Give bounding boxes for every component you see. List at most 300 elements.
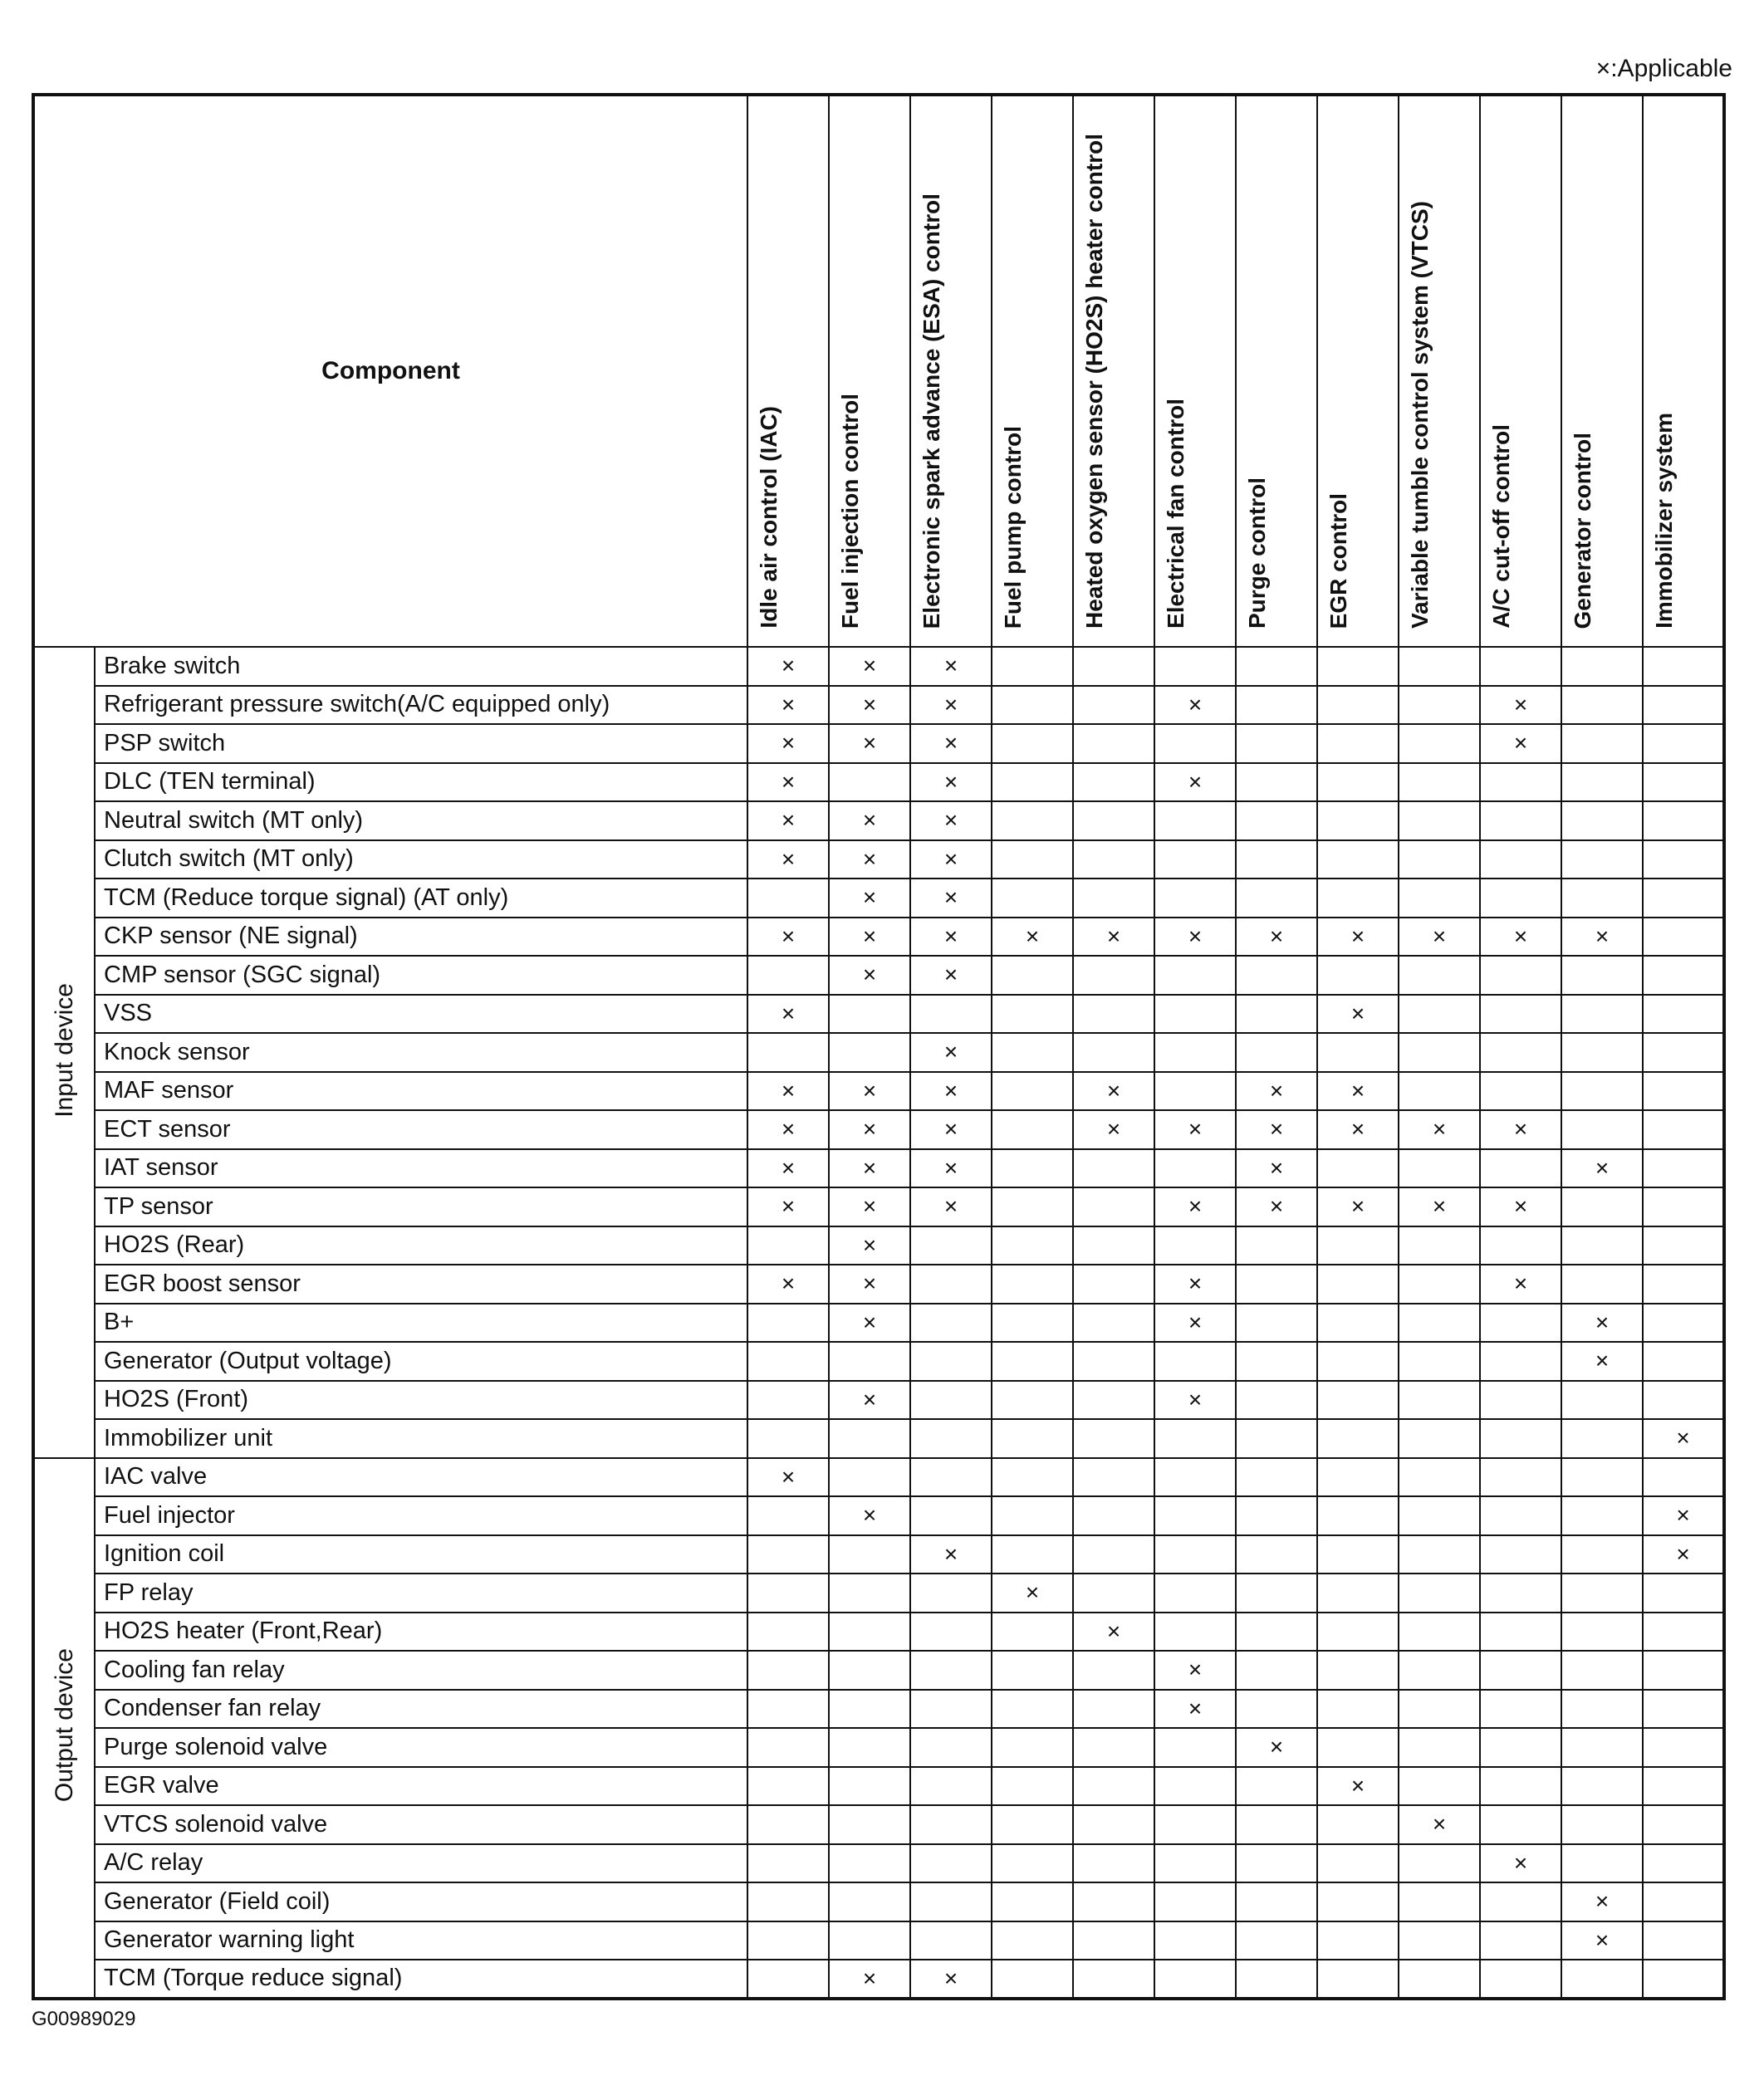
- function-header-label: EGR control: [1325, 492, 1351, 629]
- header-row: [33, 95, 1724, 647]
- empty-cell: [1073, 1033, 1154, 1072]
- empty-cell: [1317, 686, 1399, 725]
- function-header: [1236, 95, 1317, 647]
- empty-cell: [1399, 1072, 1480, 1111]
- empty-cell: [1399, 801, 1480, 840]
- device-group-label: [33, 647, 95, 1458]
- empty-cell: [1399, 647, 1480, 686]
- empty-cell: [829, 1574, 910, 1613]
- applicable-mark: ×: [829, 1072, 910, 1111]
- applicable-mark: ×: [829, 1226, 910, 1265]
- component-name: VTCS solenoid valve: [95, 1805, 747, 1844]
- empty-cell: [829, 995, 910, 1034]
- empty-cell: [1399, 1960, 1480, 1999]
- empty-cell: [1643, 995, 1724, 1034]
- empty-cell: [747, 1921, 829, 1960]
- table-row: [33, 724, 1724, 763]
- empty-cell: [1236, 647, 1317, 686]
- empty-cell: [1236, 1381, 1317, 1420]
- empty-cell: [747, 1805, 829, 1844]
- component-name: Condenser fan relay: [95, 1690, 747, 1729]
- empty-cell: [829, 1844, 910, 1883]
- applicable-mark: ×: [747, 840, 829, 879]
- empty-cell: [1154, 1535, 1236, 1574]
- empty-cell: [992, 1844, 1073, 1883]
- applicable-mark: ×: [1480, 1844, 1561, 1883]
- empty-cell: [747, 1767, 829, 1806]
- empty-cell: [910, 1690, 992, 1729]
- empty-cell: [1317, 1458, 1399, 1497]
- empty-cell: [1317, 1265, 1399, 1304]
- empty-cell: [1317, 1690, 1399, 1729]
- function-header: [1480, 95, 1561, 647]
- empty-cell: [1561, 879, 1643, 918]
- empty-cell: [1073, 686, 1154, 725]
- applicable-mark: ×: [829, 1265, 910, 1304]
- table-row: [33, 1496, 1724, 1535]
- empty-cell: [1399, 763, 1480, 802]
- component-name: CKP sensor (NE signal): [95, 918, 747, 957]
- empty-cell: [1154, 956, 1236, 995]
- empty-cell: [992, 1033, 1073, 1072]
- function-header: [829, 95, 910, 647]
- function-header-label: Fuel pump control: [1000, 425, 1026, 629]
- applicable-mark: ×: [829, 1496, 910, 1535]
- empty-cell: [1399, 840, 1480, 879]
- applicable-mark: ×: [829, 1187, 910, 1226]
- empty-cell: [1154, 1496, 1236, 1535]
- applicable-mark: ×: [829, 686, 910, 725]
- empty-cell: [1317, 1844, 1399, 1883]
- empty-cell: [1399, 1690, 1480, 1729]
- empty-cell: [1073, 1690, 1154, 1729]
- empty-cell: [1154, 840, 1236, 879]
- empty-cell: [1561, 1690, 1643, 1729]
- empty-cell: [1236, 1496, 1317, 1535]
- applicable-mark: ×: [1561, 1882, 1643, 1921]
- empty-cell: [1399, 1574, 1480, 1613]
- table-row: [33, 1960, 1724, 1999]
- empty-cell: [1073, 647, 1154, 686]
- empty-cell: [1561, 1419, 1643, 1458]
- empty-cell: [992, 1496, 1073, 1535]
- empty-cell: [829, 1728, 910, 1767]
- component-name: Generator (Output voltage): [95, 1342, 747, 1381]
- table-row: [33, 1690, 1724, 1729]
- function-header: [1073, 95, 1154, 647]
- empty-cell: [1480, 1458, 1561, 1497]
- empty-cell: [992, 879, 1073, 918]
- empty-cell: [1236, 995, 1317, 1034]
- empty-cell: [1317, 1149, 1399, 1188]
- empty-cell: [1643, 1651, 1724, 1690]
- empty-cell: [992, 1960, 1073, 1999]
- empty-cell: [910, 1805, 992, 1844]
- applicable-mark: ×: [1399, 918, 1480, 957]
- empty-cell: [910, 1496, 992, 1535]
- function-header-label: Variable tumble control system (VTCS): [1407, 200, 1433, 629]
- empty-cell: [829, 1613, 910, 1652]
- applicable-mark: ×: [910, 647, 992, 686]
- applicable-mark: ×: [1561, 1149, 1643, 1188]
- component-name: IAT sensor: [95, 1149, 747, 1188]
- table-row: [33, 1110, 1724, 1149]
- component-header: Component: [33, 95, 747, 647]
- applicable-mark: ×: [910, 801, 992, 840]
- empty-cell: [1154, 1033, 1236, 1072]
- empty-cell: [1236, 686, 1317, 725]
- empty-cell: [1236, 1613, 1317, 1652]
- component-name: TCM (Reduce torque signal) (AT only): [95, 879, 747, 918]
- empty-cell: [1643, 1921, 1724, 1960]
- table-row: [33, 1419, 1724, 1458]
- empty-cell: [1643, 1149, 1724, 1188]
- empty-cell: [1399, 995, 1480, 1034]
- function-header: [1561, 95, 1643, 647]
- empty-cell: [747, 1381, 829, 1420]
- empty-cell: [1561, 1110, 1643, 1149]
- empty-cell: [1480, 995, 1561, 1034]
- function-header: [910, 95, 992, 647]
- empty-cell: [1399, 1496, 1480, 1535]
- table-row: [33, 1149, 1724, 1188]
- applicable-mark: ×: [1317, 1110, 1399, 1149]
- applicable-mark: ×: [1154, 1651, 1236, 1690]
- applicable-mark: ×: [1643, 1496, 1724, 1535]
- empty-cell: [1073, 801, 1154, 840]
- table-row: [33, 879, 1724, 918]
- empty-cell: [1073, 1651, 1154, 1690]
- empty-cell: [1480, 1805, 1561, 1844]
- applicable-mark: ×: [1154, 1690, 1236, 1729]
- empty-cell: [992, 1419, 1073, 1458]
- function-header-label: Electrical fan control: [1163, 399, 1188, 629]
- empty-cell: [1480, 1960, 1561, 1999]
- applicable-mark: ×: [910, 879, 992, 918]
- empty-cell: [829, 1882, 910, 1921]
- empty-cell: [1480, 1882, 1561, 1921]
- empty-cell: [992, 1149, 1073, 1188]
- empty-cell: [1399, 1613, 1480, 1652]
- component-name: HO2S (Rear): [95, 1226, 747, 1265]
- empty-cell: [829, 1767, 910, 1806]
- empty-cell: [1643, 1342, 1724, 1381]
- empty-cell: [910, 1767, 992, 1806]
- empty-cell: [910, 1419, 992, 1458]
- applicable-mark: ×: [1480, 1110, 1561, 1149]
- empty-cell: [1643, 1960, 1724, 1999]
- empty-cell: [1643, 686, 1724, 725]
- table-row: [33, 801, 1724, 840]
- empty-cell: [1236, 1805, 1317, 1844]
- empty-cell: [910, 1574, 992, 1613]
- empty-cell: [1480, 1613, 1561, 1652]
- component-name: Ignition coil: [95, 1535, 747, 1574]
- component-name: Knock sensor: [95, 1033, 747, 1072]
- empty-cell: [1399, 1535, 1480, 1574]
- empty-cell: [992, 763, 1073, 802]
- empty-cell: [1236, 1342, 1317, 1381]
- empty-cell: [1073, 840, 1154, 879]
- applicable-mark: ×: [1399, 1110, 1480, 1149]
- empty-cell: [992, 1342, 1073, 1381]
- empty-cell: [1236, 1651, 1317, 1690]
- empty-cell: [1154, 1728, 1236, 1767]
- applicable-mark: ×: [910, 1072, 992, 1111]
- empty-cell: [1561, 1226, 1643, 1265]
- component-name: Purge solenoid valve: [95, 1728, 747, 1767]
- applicable-mark: ×: [1480, 686, 1561, 725]
- empty-cell: [1073, 1574, 1154, 1613]
- table-row: [33, 1728, 1724, 1767]
- empty-cell: [910, 1381, 992, 1420]
- applicable-mark: ×: [1154, 1265, 1236, 1304]
- empty-cell: [992, 1110, 1073, 1149]
- empty-cell: [1643, 801, 1724, 840]
- empty-cell: [1480, 1921, 1561, 1960]
- applicable-mark: ×: [910, 686, 992, 725]
- empty-cell: [1073, 1844, 1154, 1883]
- empty-cell: [1317, 840, 1399, 879]
- empty-cell: [1073, 1304, 1154, 1343]
- empty-cell: [992, 1767, 1073, 1806]
- component-name: FP relay: [95, 1574, 747, 1613]
- applicable-mark: ×: [1154, 1304, 1236, 1343]
- applicable-mark: ×: [1073, 918, 1154, 957]
- component-name: TCM (Torque reduce signal): [95, 1960, 747, 1999]
- applicable-mark: ×: [829, 879, 910, 918]
- empty-cell: [1154, 1072, 1236, 1111]
- component-name: EGR valve: [95, 1767, 747, 1806]
- empty-cell: [1154, 1882, 1236, 1921]
- applicable-mark: ×: [910, 763, 992, 802]
- empty-cell: [1561, 1767, 1643, 1806]
- function-header: [1643, 95, 1724, 647]
- empty-cell: [910, 1265, 992, 1304]
- empty-cell: [1643, 1574, 1724, 1613]
- empty-cell: [1236, 1882, 1317, 1921]
- applicable-mark: ×: [1480, 918, 1561, 957]
- applicable-mark: ×: [1317, 995, 1399, 1034]
- component-name: Generator warning light: [95, 1921, 747, 1960]
- empty-cell: [1236, 879, 1317, 918]
- component-name: Generator (Field coil): [95, 1882, 747, 1921]
- applicable-mark: ×: [829, 1381, 910, 1420]
- empty-cell: [1399, 1304, 1480, 1343]
- empty-cell: [1317, 1574, 1399, 1613]
- empty-cell: [910, 1921, 992, 1960]
- empty-cell: [1561, 1728, 1643, 1767]
- empty-cell: [1154, 724, 1236, 763]
- empty-cell: [1480, 1690, 1561, 1729]
- empty-cell: [1317, 1921, 1399, 1960]
- applicable-mark: ×: [747, 1265, 829, 1304]
- empty-cell: [1317, 1613, 1399, 1652]
- empty-cell: [1643, 1187, 1724, 1226]
- figure-id: G00989029: [32, 2008, 136, 2030]
- empty-cell: [747, 956, 829, 995]
- empty-cell: [1317, 801, 1399, 840]
- empty-cell: [1643, 918, 1724, 957]
- empty-cell: [1399, 1882, 1480, 1921]
- applicable-mark: ×: [1073, 1072, 1154, 1111]
- empty-cell: [910, 1844, 992, 1883]
- empty-cell: [1561, 1381, 1643, 1420]
- applicable-mark: ×: [910, 956, 992, 995]
- empty-cell: [1073, 1535, 1154, 1574]
- applicable-mark: ×: [1643, 1535, 1724, 1574]
- empty-cell: [910, 995, 992, 1034]
- applicable-mark: ×: [910, 724, 992, 763]
- empty-cell: [1643, 724, 1724, 763]
- empty-cell: [1317, 956, 1399, 995]
- applicable-mark: ×: [747, 1187, 829, 1226]
- applicable-mark: ×: [1154, 918, 1236, 957]
- empty-cell: [1154, 1458, 1236, 1497]
- empty-cell: [1643, 1805, 1724, 1844]
- applicable-mark: ×: [910, 1149, 992, 1188]
- table-row: [33, 1651, 1724, 1690]
- empty-cell: [1073, 1226, 1154, 1265]
- empty-cell: [1480, 647, 1561, 686]
- applicable-mark: ×: [1317, 1187, 1399, 1226]
- applicable-mark: ×: [1561, 1304, 1643, 1343]
- function-header-label: Idle air control (IAC): [756, 406, 782, 629]
- empty-cell: [992, 1613, 1073, 1652]
- empty-cell: [829, 1921, 910, 1960]
- empty-cell: [992, 1728, 1073, 1767]
- table-row: [33, 647, 1724, 686]
- empty-cell: [1236, 1419, 1317, 1458]
- component-name: PSP switch: [95, 724, 747, 763]
- table-row: [33, 840, 1724, 879]
- applicable-mark: ×: [910, 1187, 992, 1226]
- empty-cell: [1154, 879, 1236, 918]
- empty-cell: [1561, 956, 1643, 995]
- empty-cell: [1561, 1535, 1643, 1574]
- empty-cell: [1073, 1921, 1154, 1960]
- empty-cell: [1643, 1728, 1724, 1767]
- empty-cell: [1561, 1033, 1643, 1072]
- empty-cell: [1317, 1304, 1399, 1343]
- empty-cell: [1561, 1574, 1643, 1613]
- component-name: HO2S heater (Front,Rear): [95, 1613, 747, 1652]
- empty-cell: [1399, 1226, 1480, 1265]
- component-name: Clutch switch (MT only): [95, 840, 747, 879]
- empty-cell: [1643, 956, 1724, 995]
- function-header-label: Electronic spark advance (ESA) control: [919, 193, 944, 629]
- empty-cell: [1399, 879, 1480, 918]
- table-row: [33, 1226, 1724, 1265]
- empty-cell: [1154, 1342, 1236, 1381]
- applicable-mark: ×: [747, 1149, 829, 1188]
- table-row: [33, 1458, 1724, 1497]
- empty-cell: [1480, 1072, 1561, 1111]
- empty-cell: [747, 1960, 829, 1999]
- component-name: CMP sensor (SGC signal): [95, 956, 747, 995]
- function-header-label: Generator control: [1570, 432, 1595, 629]
- empty-cell: [1480, 1651, 1561, 1690]
- empty-cell: [1480, 801, 1561, 840]
- empty-cell: [1561, 647, 1643, 686]
- empty-cell: [1399, 1265, 1480, 1304]
- empty-cell: [1480, 840, 1561, 879]
- empty-cell: [747, 1728, 829, 1767]
- function-header-label: Heated oxygen sensor (HO2S) heater control: [1081, 134, 1107, 629]
- applicable-mark: ×: [1643, 1419, 1724, 1458]
- empty-cell: [1399, 1149, 1480, 1188]
- component-name: A/C relay: [95, 1844, 747, 1883]
- empty-cell: [829, 763, 910, 802]
- empty-cell: [747, 1419, 829, 1458]
- empty-cell: [1399, 956, 1480, 995]
- empty-cell: [992, 724, 1073, 763]
- applicable-mark: ×: [910, 840, 992, 879]
- empty-cell: [1073, 724, 1154, 763]
- table-row: [33, 1882, 1724, 1921]
- empty-cell: [1073, 956, 1154, 995]
- applicable-mark: ×: [747, 918, 829, 957]
- component-name: DLC (TEN terminal): [95, 763, 747, 802]
- component-name: VSS: [95, 995, 747, 1034]
- empty-cell: [1073, 1149, 1154, 1188]
- empty-cell: [1073, 1805, 1154, 1844]
- table-row: [33, 1613, 1724, 1652]
- empty-cell: [992, 1304, 1073, 1343]
- empty-cell: [1317, 879, 1399, 918]
- empty-cell: [1073, 1882, 1154, 1921]
- empty-cell: [1399, 1844, 1480, 1883]
- empty-cell: [1317, 1805, 1399, 1844]
- function-header: [1154, 95, 1236, 647]
- empty-cell: [1480, 1381, 1561, 1420]
- applicable-mark: ×: [829, 1149, 910, 1188]
- applicable-mark: ×: [1154, 763, 1236, 802]
- empty-cell: [1561, 801, 1643, 840]
- table-row: [33, 918, 1724, 957]
- empty-cell: [747, 1651, 829, 1690]
- empty-cell: [992, 956, 1073, 995]
- empty-cell: [1317, 1728, 1399, 1767]
- empty-cell: [1317, 1419, 1399, 1458]
- empty-cell: [1480, 1033, 1561, 1072]
- empty-cell: [1561, 1458, 1643, 1497]
- empty-cell: [1561, 724, 1643, 763]
- empty-cell: [1480, 1419, 1561, 1458]
- applicable-mark: ×: [1236, 1149, 1317, 1188]
- empty-cell: [1561, 1265, 1643, 1304]
- applicable-mark: ×: [829, 918, 910, 957]
- empty-cell: [910, 1651, 992, 1690]
- empty-cell: [747, 1226, 829, 1265]
- applicable-mark: ×: [1561, 1342, 1643, 1381]
- empty-cell: [992, 1458, 1073, 1497]
- applicable-mark: ×: [1561, 918, 1643, 957]
- component-name: HO2S (Front): [95, 1381, 747, 1420]
- component-function-matrix: [32, 93, 1726, 2000]
- applicable-mark: ×: [1480, 1265, 1561, 1304]
- empty-cell: [1317, 647, 1399, 686]
- empty-cell: [1643, 647, 1724, 686]
- empty-cell: [1399, 1767, 1480, 1806]
- empty-cell: [1399, 1728, 1480, 1767]
- applicable-mark: ×: [1480, 724, 1561, 763]
- device-group-text: Output device: [50, 1648, 78, 1803]
- device-group-label: [33, 1458, 95, 1999]
- applicable-mark: ×: [992, 918, 1073, 957]
- empty-cell: [1480, 1767, 1561, 1806]
- empty-cell: [1480, 763, 1561, 802]
